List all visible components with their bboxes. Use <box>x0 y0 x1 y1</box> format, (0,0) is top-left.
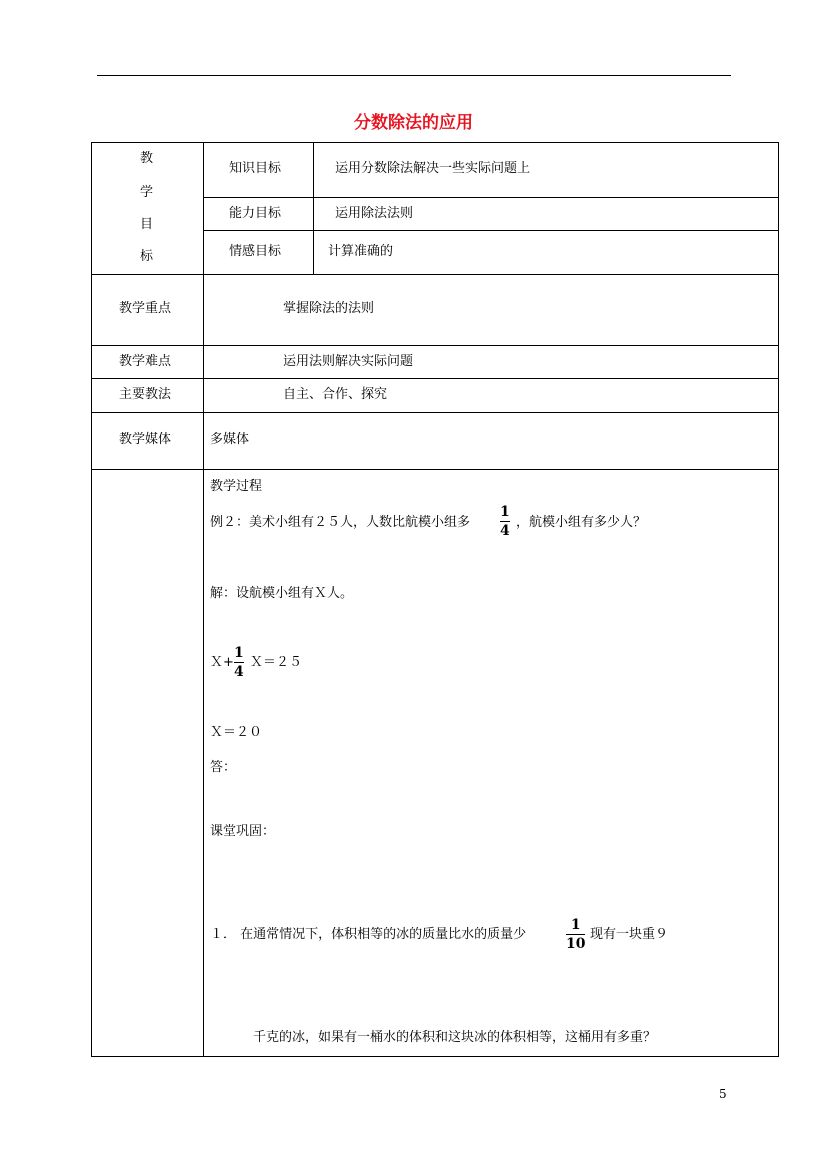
example-text-start: 例２：美术小组有２５人，人数比航模小组多 <box>210 515 471 530</box>
equation-start: Ｘ+ <box>210 655 234 670</box>
column-divider <box>313 143 314 274</box>
objectives-label-char: 教 <box>140 151 154 166</box>
method-label: 主要教法 <box>119 387 172 402</box>
fraction-one-quarter <box>234 646 244 679</box>
fraction-denominator: 10 <box>566 936 586 952</box>
row-divider <box>92 274 778 275</box>
key-point-value: 掌握除法的法则 <box>283 301 375 316</box>
method-value: 自主、合作、探究 <box>283 387 388 402</box>
fraction-one-quarter <box>500 505 510 538</box>
objectives-label-char: 学 <box>140 185 154 200</box>
fraction-bar <box>234 662 244 663</box>
equation-end: Ｘ＝２５ <box>250 655 303 670</box>
fraction-numerator: 1 <box>234 645 244 661</box>
exercise-text-continued: 千克的冰，如果有一桶水的体积和这块冰的体积相等，这桶用有多重？ <box>253 1030 657 1045</box>
knowledge-objective-label: 知识目标 <box>229 161 282 176</box>
fraction-denominator: 4 <box>234 664 244 680</box>
process-heading: 教学过程 <box>210 479 263 494</box>
row-divider <box>92 345 778 346</box>
knowledge-objective-value: 运用分数除法解决一些实际问题上 <box>335 161 531 176</box>
emotion-objective-value: 计算准确的 <box>328 244 394 259</box>
row-divider <box>92 378 778 379</box>
row-divider <box>92 412 778 413</box>
fraction-one-tenth <box>566 918 585 951</box>
fraction-numerator: 1 <box>570 917 581 933</box>
exercise-text-end: 现有一块重９ <box>590 927 669 942</box>
row-divider <box>203 230 778 231</box>
column-divider <box>203 143 204 1056</box>
objectives-label-char: 目 <box>140 217 154 232</box>
lesson-plan-table <box>91 142 779 1057</box>
example-text-end: ，航模小组有多少人？ <box>516 515 647 530</box>
difficulty-label: 教学难点 <box>119 354 172 369</box>
media-value: 多媒体 <box>210 432 250 447</box>
fraction-bar <box>500 521 510 522</box>
solution-text: 解：设航模小组有Ｘ人。 <box>210 586 354 601</box>
result-text: Ｘ＝２０ <box>210 725 263 740</box>
exercise-text-start: １． 在通常情况下，体积相等的冰的质量比水的质量少 <box>210 927 527 942</box>
document-title: 分数除法的应用 <box>354 113 473 133</box>
practice-heading: 课堂巩固： <box>210 824 276 839</box>
answer-text: 答： <box>210 760 237 775</box>
row-divider <box>203 197 778 198</box>
fraction-bar <box>566 934 585 935</box>
ability-objective-label: 能力目标 <box>229 206 282 221</box>
header-rule <box>97 75 731 76</box>
row-divider <box>92 469 778 470</box>
fraction-numerator: 1 <box>500 504 510 520</box>
difficulty-value: 运用法则解决实际问题 <box>283 354 414 369</box>
ability-objective-value: 运用除法法则 <box>335 206 414 221</box>
page-number: 5 <box>719 1087 727 1101</box>
media-label: 教学媒体 <box>119 432 172 447</box>
fraction-denominator: 4 <box>500 523 510 539</box>
emotion-objective-label: 情感目标 <box>229 244 282 259</box>
objectives-label-char: 标 <box>140 249 154 264</box>
key-point-label: 教学重点 <box>119 301 172 316</box>
